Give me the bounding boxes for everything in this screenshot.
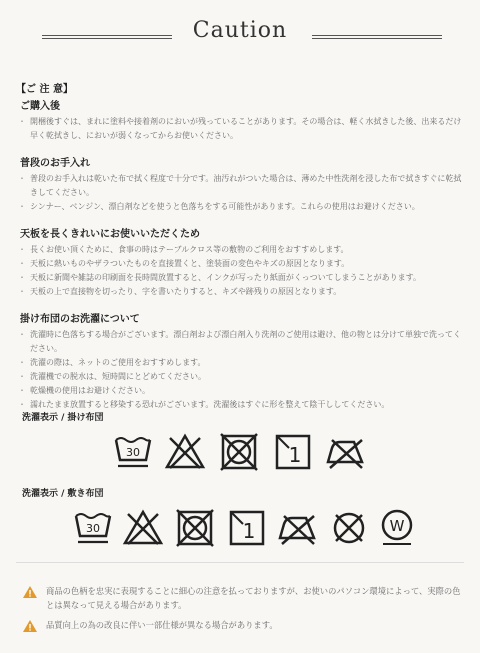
list-item: ・ 濡れたまま放置すると移染する恐れがございます。洗濯後はすぐに形を整えて陰干ししてください。 [20,398,468,412]
list-item: ・ 洗濯機での脱水は、短時間にとどめてください。 [20,370,468,384]
section-label: 【ご 注 意】 [16,84,73,95]
list-item: ・ 洗濯の際は、ネットのご使用をおすすめします。 [20,356,468,370]
header-rule-right [312,35,442,39]
list-item: ・ 乾燥機の使用はお避けください。 [20,384,468,398]
footer-divider [16,562,464,563]
spec-disclaimer-text: 品質向上の為の改良に伴い一部仕様が異なる場合があります。 [46,620,278,630]
header [0,18,480,54]
svg-text:30: 30 [86,522,100,535]
line-dry-shade-icon [272,432,314,472]
care-symbols-row-mattress [72,508,422,552]
no-iron-icon [324,432,366,472]
list-item: ・ 長くお使い頂くために、食事の時はテーブルクロス等の敷物のご利用をおすすめします。 [20,243,468,257]
no-bleach-icon [122,508,164,548]
list-item: ・ 開梱後すぐは、まれに塗料や接着剤のにおいが残っていることがあります。その場合は、軽く水拭きした後、出来るだけ早く乾拭きし、においが弱くなってからお使いください。 [20,115,468,143]
line-dry-shade-icon [226,508,268,548]
wash-30-icon [72,508,114,548]
block-title: 天板を長くきれいにお使いいただくため [20,229,200,240]
block-tabletop [20,225,468,299]
caution-content [20,97,468,423]
care-symbols-row-comforter [112,432,372,476]
no-tumble-dry-icon [218,432,260,472]
svg-text:1: 1 [242,519,256,543]
list-item: ・ 普段のお手入れは乾いた布で拭く程度で十分です。油汚れがついた場合は、薄めた中性洗剤を浸した布で拭きすぐに乾拭きしてください。 [20,172,468,200]
warning-icon [22,585,38,599]
list-item: ・ シンナー、ベンジン、漂白剤などを使うと色落ちをする可能性があります。これらの使用はお避けください。 [20,200,468,214]
no-bleach-icon [164,432,206,472]
no-iron-icon [276,508,318,548]
spec-disclaimer [22,618,462,634]
care-symbols-title-comforter: 洗濯表示 / 掛け布団 [22,413,104,423]
svg-text:30: 30 [126,446,140,459]
page-title: Caution [192,18,288,43]
professional-wet-clean-icon [376,508,418,548]
block-title: 普段のお手入れ [20,158,90,169]
warning-icon [22,619,38,633]
list-item: ・ 天板の上で直接物を切ったり、字を書いたりすると、キズや跡残りの原因となります。 [20,285,468,299]
svg-text:W: W [389,517,405,535]
list-item: ・ 洗濯時に色落ちする場合がございます。漂白剤および漂白剤入り洗剤のご使用は避け、他の物とは分けて単独で洗ってください。 [20,328,468,356]
color-disclaimer-text: 商品の色柄を忠実に表現することに細心の注意を払っておりますが、お使いのパソコン環境によって、実際の色とは異なって見える場合があります。 [46,586,461,610]
block-daily-care [20,154,468,214]
svg-text:1: 1 [288,443,302,467]
color-disclaimer [22,584,462,614]
block-title: ご購入後 [20,101,60,112]
no-dry-clean-icon [328,508,370,548]
care-symbols-title-mattress: 洗濯表示 / 敷き布団 [22,489,104,499]
no-tumble-dry-icon [174,508,216,548]
block-laundry [20,310,468,412]
wash-30-icon [112,432,154,472]
list-item: ・ 天板に新聞や雑誌の印刷面を長時間放置すると、インクが写ったり紙面がくっついてしまうことがあります。 [20,271,468,285]
list-item: ・ 天板に熱いものやザラついたものを直接置くと、塗装面の変色やキズの原因となります。 [20,257,468,271]
block-after-purchase [20,97,468,143]
block-title: 掛け布団のお洗濯について [20,314,140,325]
